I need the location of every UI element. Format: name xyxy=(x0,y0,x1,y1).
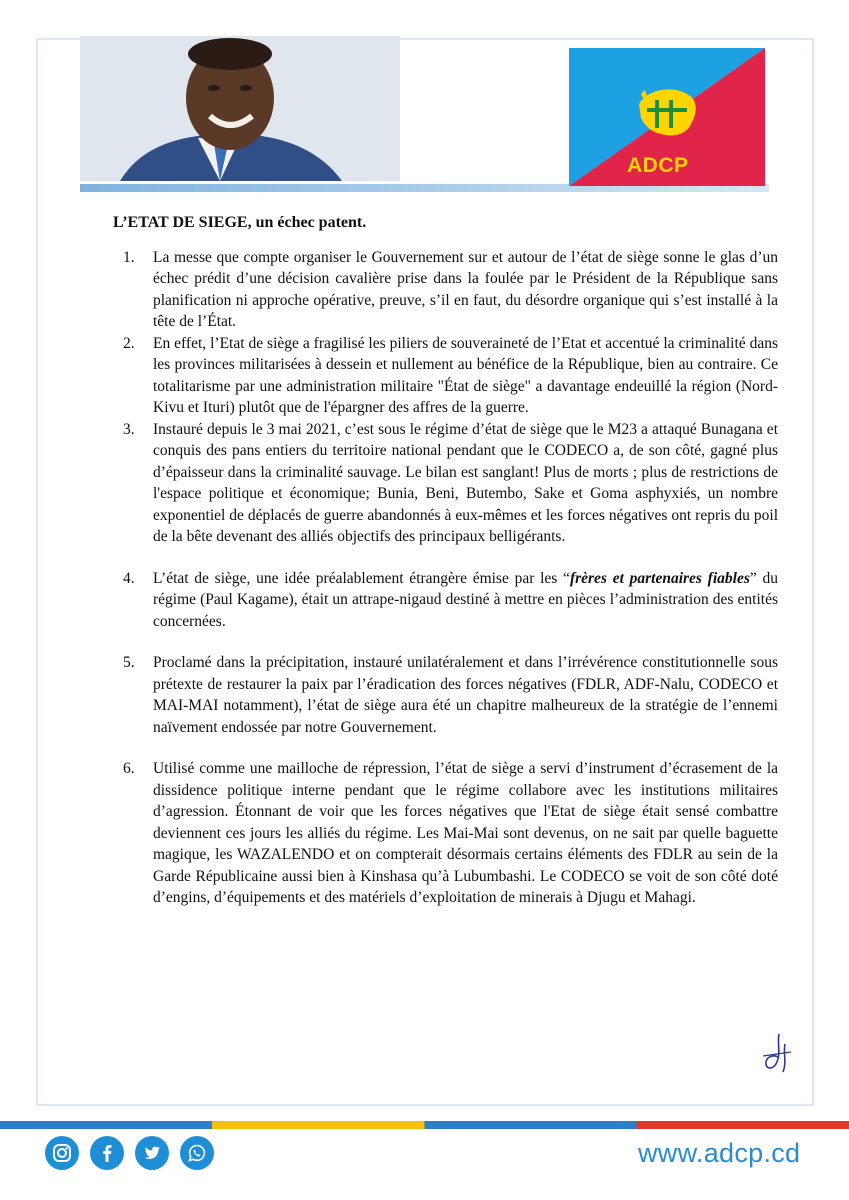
list-item xyxy=(113,333,778,419)
footer-stripe xyxy=(0,1121,849,1129)
item-text-before: L’état de siège, une idée préalablement étrangère émise par les “ xyxy=(153,569,570,587)
item-number: 2. xyxy=(123,334,135,352)
item-text: Proclamé dans la précipitation, instauré unilatéralement et dans l’irrévérence constitutionnelle sous prétexte de restaurer la paix par l’éradication des forces négatives (FDLR, ADF-Nalu, CODECO et MAI-MAI notamment), l’état de siège aura été un chapitre malheureux de la stratégie de l’ennemi naïvement endossée par notre Gouvernement. xyxy=(153,654,778,736)
website-link[interactable]: www.adcp.cd xyxy=(638,1138,801,1168)
item-text: Instauré depuis le 3 mai 2021, c’est sous le régime d’état de siège que le M23 a attaqué Bunagana et conquis des pans entiers du territoire national pendant que le CODECO a, de son côté, gagné plus d’épaisseur dans la criminalité sauvage. Le bilan est sanglant! Plus de morts ; plus de restrictions de l'espace politique et économique; Bunia, Beni, Butembo, Sake et Goma asphyxiés, un nombre exponentiel de déplacés de guerre abandonnés à eux-mêmes et les forces négatives ont repris du poil de la bête devenant des alliés objectifs des principaux belligérants. xyxy=(153,420,778,545)
item-text: En effet, l’Etat de siège a fragilisé les piliers de souveraineté de l’Etat et accentué la criminalité dans les provinces militarisées à dessein et nullement au bénéfice de la République, bien au contraire. Ce totalitarisme par une administration militaire "État de siège" a davantage endeuillé la région (Nord-Kivu et Ituri) plutôt que de l'épargner des affres de la guerre. xyxy=(153,334,778,416)
document-body xyxy=(113,212,778,909)
twitter-icon[interactable] xyxy=(135,1136,169,1170)
list-item xyxy=(113,568,778,633)
social-links xyxy=(45,1136,214,1172)
list-item xyxy=(113,758,778,909)
item-text-emphasis: frères et partenaires fiables xyxy=(569,569,750,587)
item-number: 1. xyxy=(123,248,135,266)
letterhead xyxy=(80,36,769,196)
logo-text: ADCP xyxy=(627,154,689,177)
numbered-list xyxy=(113,247,778,909)
document-title: L’ETAT DE SIEGE, un échec patent. xyxy=(113,214,367,231)
item-text: Utilisé comme une mailloche de répression, l’état de siège a servi d’instrument d’écrasement de la dissidence politique interne pendant que le régime collabore avec les institutions militaires d’agression. Étonnant de voir que les forces négatives que l'Etat de siège était sensé combattre deviennent ces jours les alliés du régime. Les Mai-Mai sont devenus, on ne sait par quelle baguette magique, les WAZALENDO et on compterait désormais certains éléments des FDLR au sein de la Garde Républicaine aussi bien à Kinshasa qu’à Lubumbashi. Le CODECO se voit de son côté doté d’engins, d’équipements et des matériels d’exploitation de minerais à Djugu et Mahagi. xyxy=(153,760,778,906)
list-item xyxy=(113,419,778,548)
item-number: 4. xyxy=(123,569,135,587)
signature-mark xyxy=(757,1030,797,1078)
item-number: 6. xyxy=(123,760,135,777)
item-text-after: ” du régime (Paul Kagame), était un attrape-nigaud destiné à mettre en pièces l’administration des entités concernées. xyxy=(153,569,778,630)
list-item xyxy=(113,652,778,738)
adcp-logo xyxy=(569,48,765,186)
item-text: La messe que compte organiser le Gouvernement sur et autour de l’état de siège sonne le glas d’un échec prédit d’une décision cavalière prise dans la foulée par le Président de la République sans planification ni approche opérative, preuve, s’il en faut, du désordre organique qui s’est installé à la tête de l’État. xyxy=(153,248,778,330)
item-number: 3. xyxy=(123,420,135,438)
whatsapp-icon[interactable] xyxy=(180,1136,214,1170)
instagram-icon[interactable] xyxy=(45,1136,79,1170)
facebook-icon[interactable] xyxy=(90,1136,124,1170)
item-number: 5. xyxy=(123,654,135,671)
portrait-photo xyxy=(80,36,400,181)
list-item xyxy=(113,247,778,333)
